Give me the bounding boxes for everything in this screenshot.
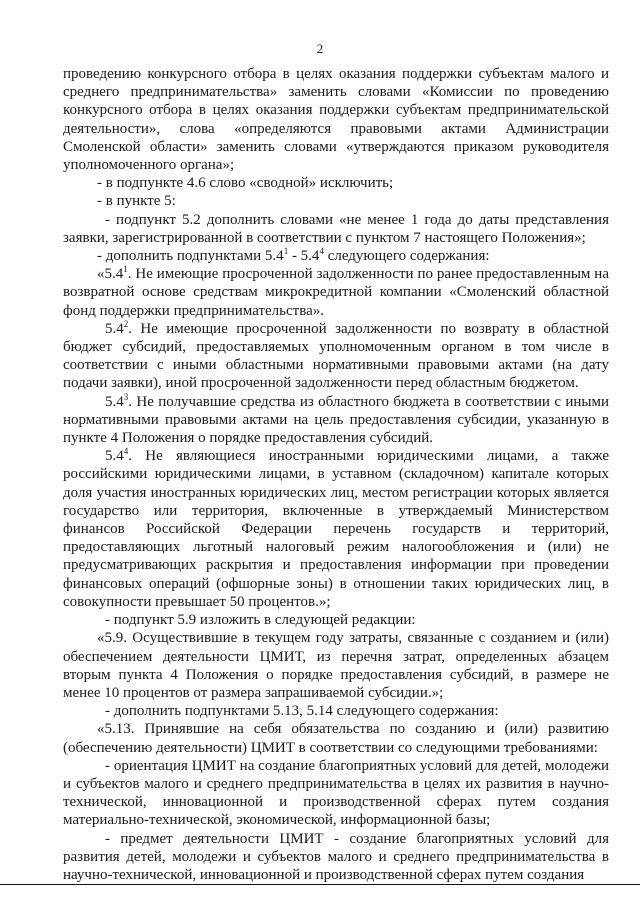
paragraph: - в подпункте 4.6 слово «сводной» исключить; <box>97 175 394 192</box>
paragraph: - ориентация ЦМИТ на создание благоприятных условий для детей, молодежи и субъектов малого и среднего предпринимательства в целях их развития в научно-технической, инновационной и производственной сферах путем создания материально-технической, экономической, информационной базы; <box>63 757 609 829</box>
bottom-rule <box>0 884 640 885</box>
paragraph: - дополнить подпунктами $5.4^1 - 5.4^4$ следующего содержания: <box>97 246 490 265</box>
paragraph: «5.9. Осуществившие в текущем году затраты, связанные с созданием и (или) обеспечением деятельности ЦМИТ, из перечня затрат, определенных абзацем вторым пункта 4 Положения о порядке предоставления субсидий, в размере не менее 10 процентов от размера запрашиваемой субсидии.»; <box>63 630 609 701</box>
paragraph: - в пункте 5: <box>97 193 176 210</box>
paragraph: «5.13. Принявшие на себя обязательства по созданию и (или) развитию (обеспечению деятельности) ЦМИТ в соответствии со следующими требованиями: <box>63 721 609 756</box>
paragraph: - подпункт 5.2 дополнить словами «не менее 1 года до даты представления заявки, зарегистрированной в соответствии с пунктом 7 настоящего Положения»; <box>63 211 609 246</box>
paragraph: - дополнить подпунктами 5.13, 5.14 следующего содержания: <box>105 703 499 720</box>
paragraph: $5.4^3$. Не получавшие средства из областного бюджета в соответствии с иными нормативными правовыми актами на цель предоставления субсидии, указанную в пункте 4 Положения о порядке предоставления субсидий. <box>63 391 609 447</box>
paragraph: проведению конкурсного отбора в целях оказания поддержки субъектам малого и среднего предпринимательства» заменить словами «Комиссии по проведению конкурсного отбора в целях оказания поддержки субъектам предпринимательской деятельности», слова «определяются правовыми актами Администрации Смоленской области» заменить словами «утверждаются приказом руководителя уполномоченного органа»; <box>63 66 609 174</box>
paragraph: «$5.4^1$. Не имеющие просроченной задолженности по ранее предоставленным на возвратной основе средствам микрокредитной компании «Смоленский областной фонд поддержки предпринимательства». <box>63 264 609 319</box>
document-body <box>63 65 609 884</box>
paragraph: - подпункт 5.9 изложить в следующей редакции: <box>105 612 416 629</box>
paragraph: $5.4^4$. Не являющиеся иностранными юридическими лицами, а также российскими юридическими лицами, в уставном (складочном) капитале которых доля участия иностранных юридических лиц, местом регистрации которых является государство или территория, включенные в утверждаемый Министерством финансов Российской Федерации перечень государств и территорий, предоставляющих льготный налоговый режим налогообложения и (или) не предусматривающих раскрытия и предоставления информации при проведении финансовых операций (офшорные зоны) в отношении таких юридических лиц, в совокупности превышает 50 процентов.»; <box>63 446 609 610</box>
paragraph: $5.4^2$. Не имеющие просроченной задолженности по возврату в областной бюджет субсидий, предоставляемых уполномоченным органом в том числе в соответствии с иными областными нормативными правовыми актами (на дату подачи заявки), иной просроченной задолженности перед областным бюджетом. <box>63 318 609 392</box>
page-number: 2 <box>316 41 324 56</box>
paragraph: - предмет деятельности ЦМИТ - создание благоприятных условий для развития детей, молодежи и субъектов малого и среднего предпринимательства в научно-технической, инновационной и производственной сферах путем создания <box>63 830 609 883</box>
